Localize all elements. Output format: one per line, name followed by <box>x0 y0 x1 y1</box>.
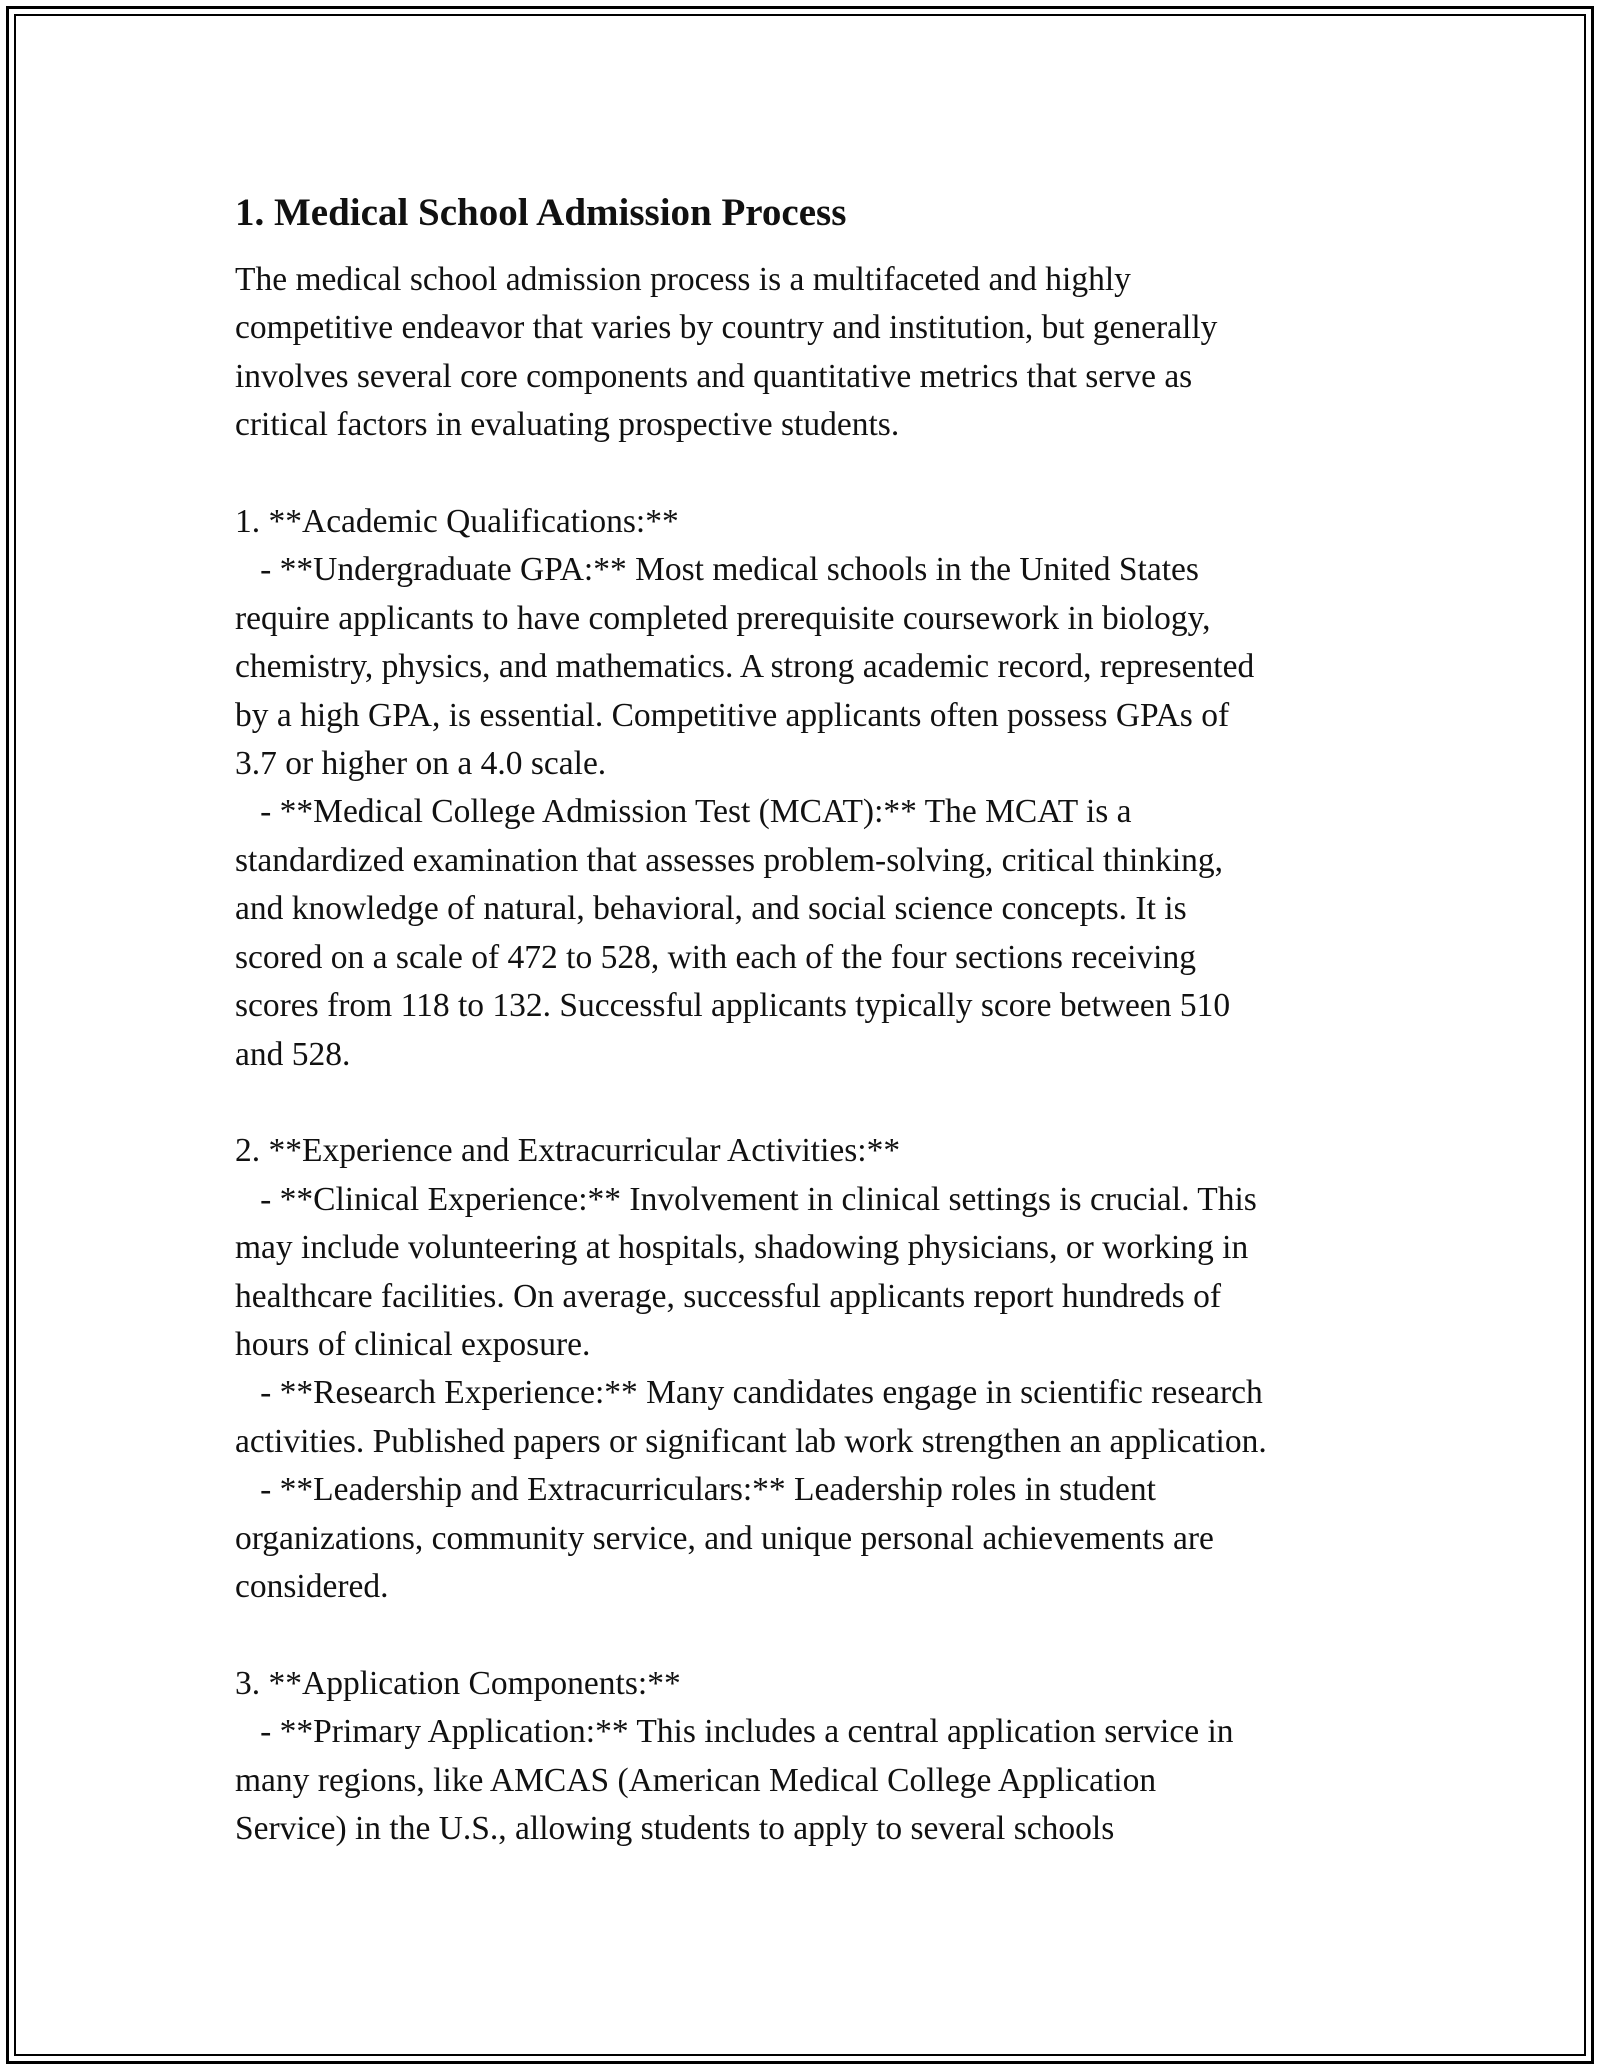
document-content <box>235 186 1375 1853</box>
document-body: The medical school admission process is a multifaceted and highly competitive endeavor that varies by country and institution, but generally involves several core components and quantitative metrics that serve as critical factors in evaluating prospective students. 1. **Academic Qualifications:** - **Undergraduate GPA:** Most medical schools in the United States require applicants to have completed prerequisite coursework in biology, chemistry, physics, and mathematics. A strong academic record, represented by a high GPA, is essential. Competitive applicants often possess GPAs of 3.7 or higher on a 4.0 scale. - **Medical College Admission Test (MCAT):** The MCAT is a standardized examination that assesses problem-solving, critical thinking, and knowledge of natural, behavioral, and social science concepts. It is scored on a scale of 472 to 528, with each of the four sections receiving scores from 118 to 132. Successful applicants typically score between 510 and 528. 2. **Experience and Extracurricular Activities:** - **Clinical Experience:** Involvement in clinical settings is crucial. This may include volunteering at hospitals, shadowing physicians, or working in healthcare facilities. On average, successful applicants report hundreds of hours of clinical exposure. - **Research Experience:** Many candidates engage in scientific research activities. Published papers or significant lab work strengthen an application. - **Leadership and Extracurriculars:** Leadership roles in student organizations, community service, and unique personal achievements are considered. 3. **Application Components:** - **Primary Application:** This includes a central application service in many regions, like AMCAS (American Medical College Application Service) in the U.S., allowing students to apply to several schools <box>235 261 1267 1847</box>
page-title: 1. Medical School Admission Process <box>235 191 847 234</box>
